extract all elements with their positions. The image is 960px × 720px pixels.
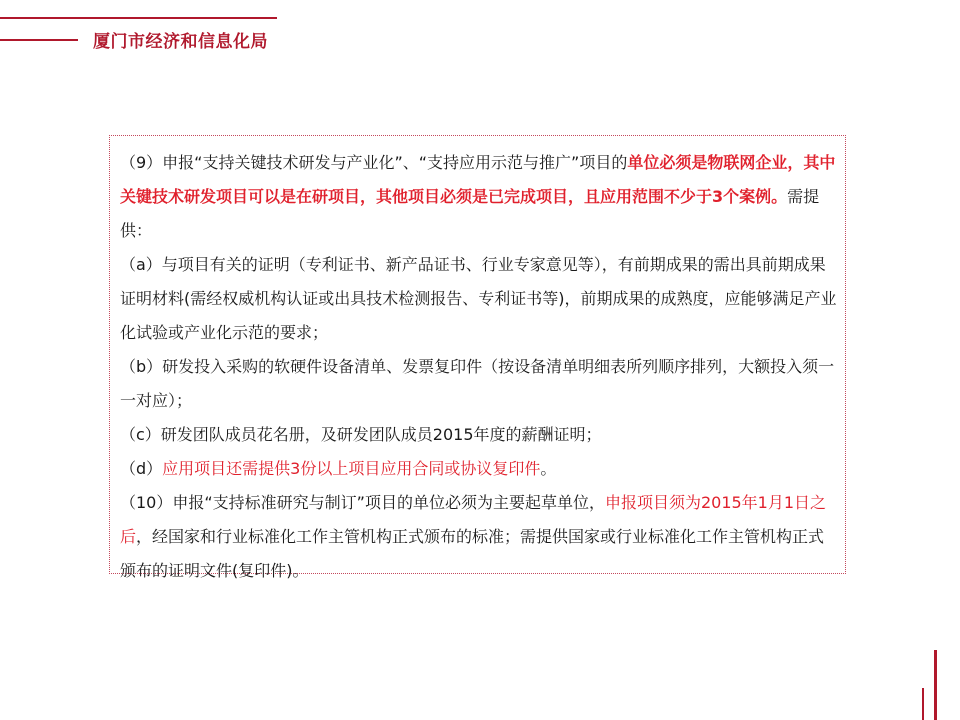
item-a: （a）与项目有关的证明（专利证书、新产品证书、行业专家意见等），有前期成果的需出具前期成果证明材料(需经权威机构认证或出具技术检测报告、专利证书等)，前期成果的成熟度，应能够满足产业化试验或产业化示范的要求； <box>120 255 837 342</box>
corner-bar-short <box>922 688 924 720</box>
paragraph-10-prefix: （10）申报“支持标准研究与制订”项目的单位必须为主要起草单位， <box>120 493 605 512</box>
paragraph-10-suffix: ，经国家和行业标准化工作主管机构正式颁布的标准；需提供国家或行业标准化工作主管机构正式颁布的证明文件(复印件)。 <box>120 527 825 580</box>
paragraph-9-suffix: 需提供： <box>120 187 820 240</box>
item-d-highlight: 应用项目还需提供3份以上项目应用合同或协议复印件 <box>162 459 541 478</box>
requirements-box <box>109 135 846 580</box>
paragraph-9-highlight: 单位必须是物联网企业，其中关键技术研发项目可以是在研项目，其他项目必须是已完成项目，且应用范围不少于3个案例。 <box>120 153 836 206</box>
header-left-rule <box>0 39 78 41</box>
item-d <box>120 452 837 486</box>
item-d-prefix: （d） <box>120 459 163 478</box>
corner-bar-tall <box>934 650 937 720</box>
paragraph-10-highlight: 申报项目须为2015年1月1日之后 <box>120 493 827 546</box>
item-c: （c）研发团队成员花名册，及研发团队成员2015年度的薪酬证明； <box>120 425 602 444</box>
paragraph-9-prefix: （9）申报“支持关键技术研发与产业化”、“支持应用示范与推广”项目的 <box>120 153 628 172</box>
paragraph-9 <box>120 146 837 248</box>
item-d-suffix: 。 <box>540 459 557 478</box>
item-b: （b）研发投入采购的软硬件设备清单、发票复印件（按设备清单明细表所列顺序排列，大额投入须一一对应）； <box>120 357 835 410</box>
header-top-rule <box>0 17 277 19</box>
paragraph-10 <box>120 486 837 588</box>
organization-name: 厦门市经济和信息化局 <box>93 32 268 52</box>
